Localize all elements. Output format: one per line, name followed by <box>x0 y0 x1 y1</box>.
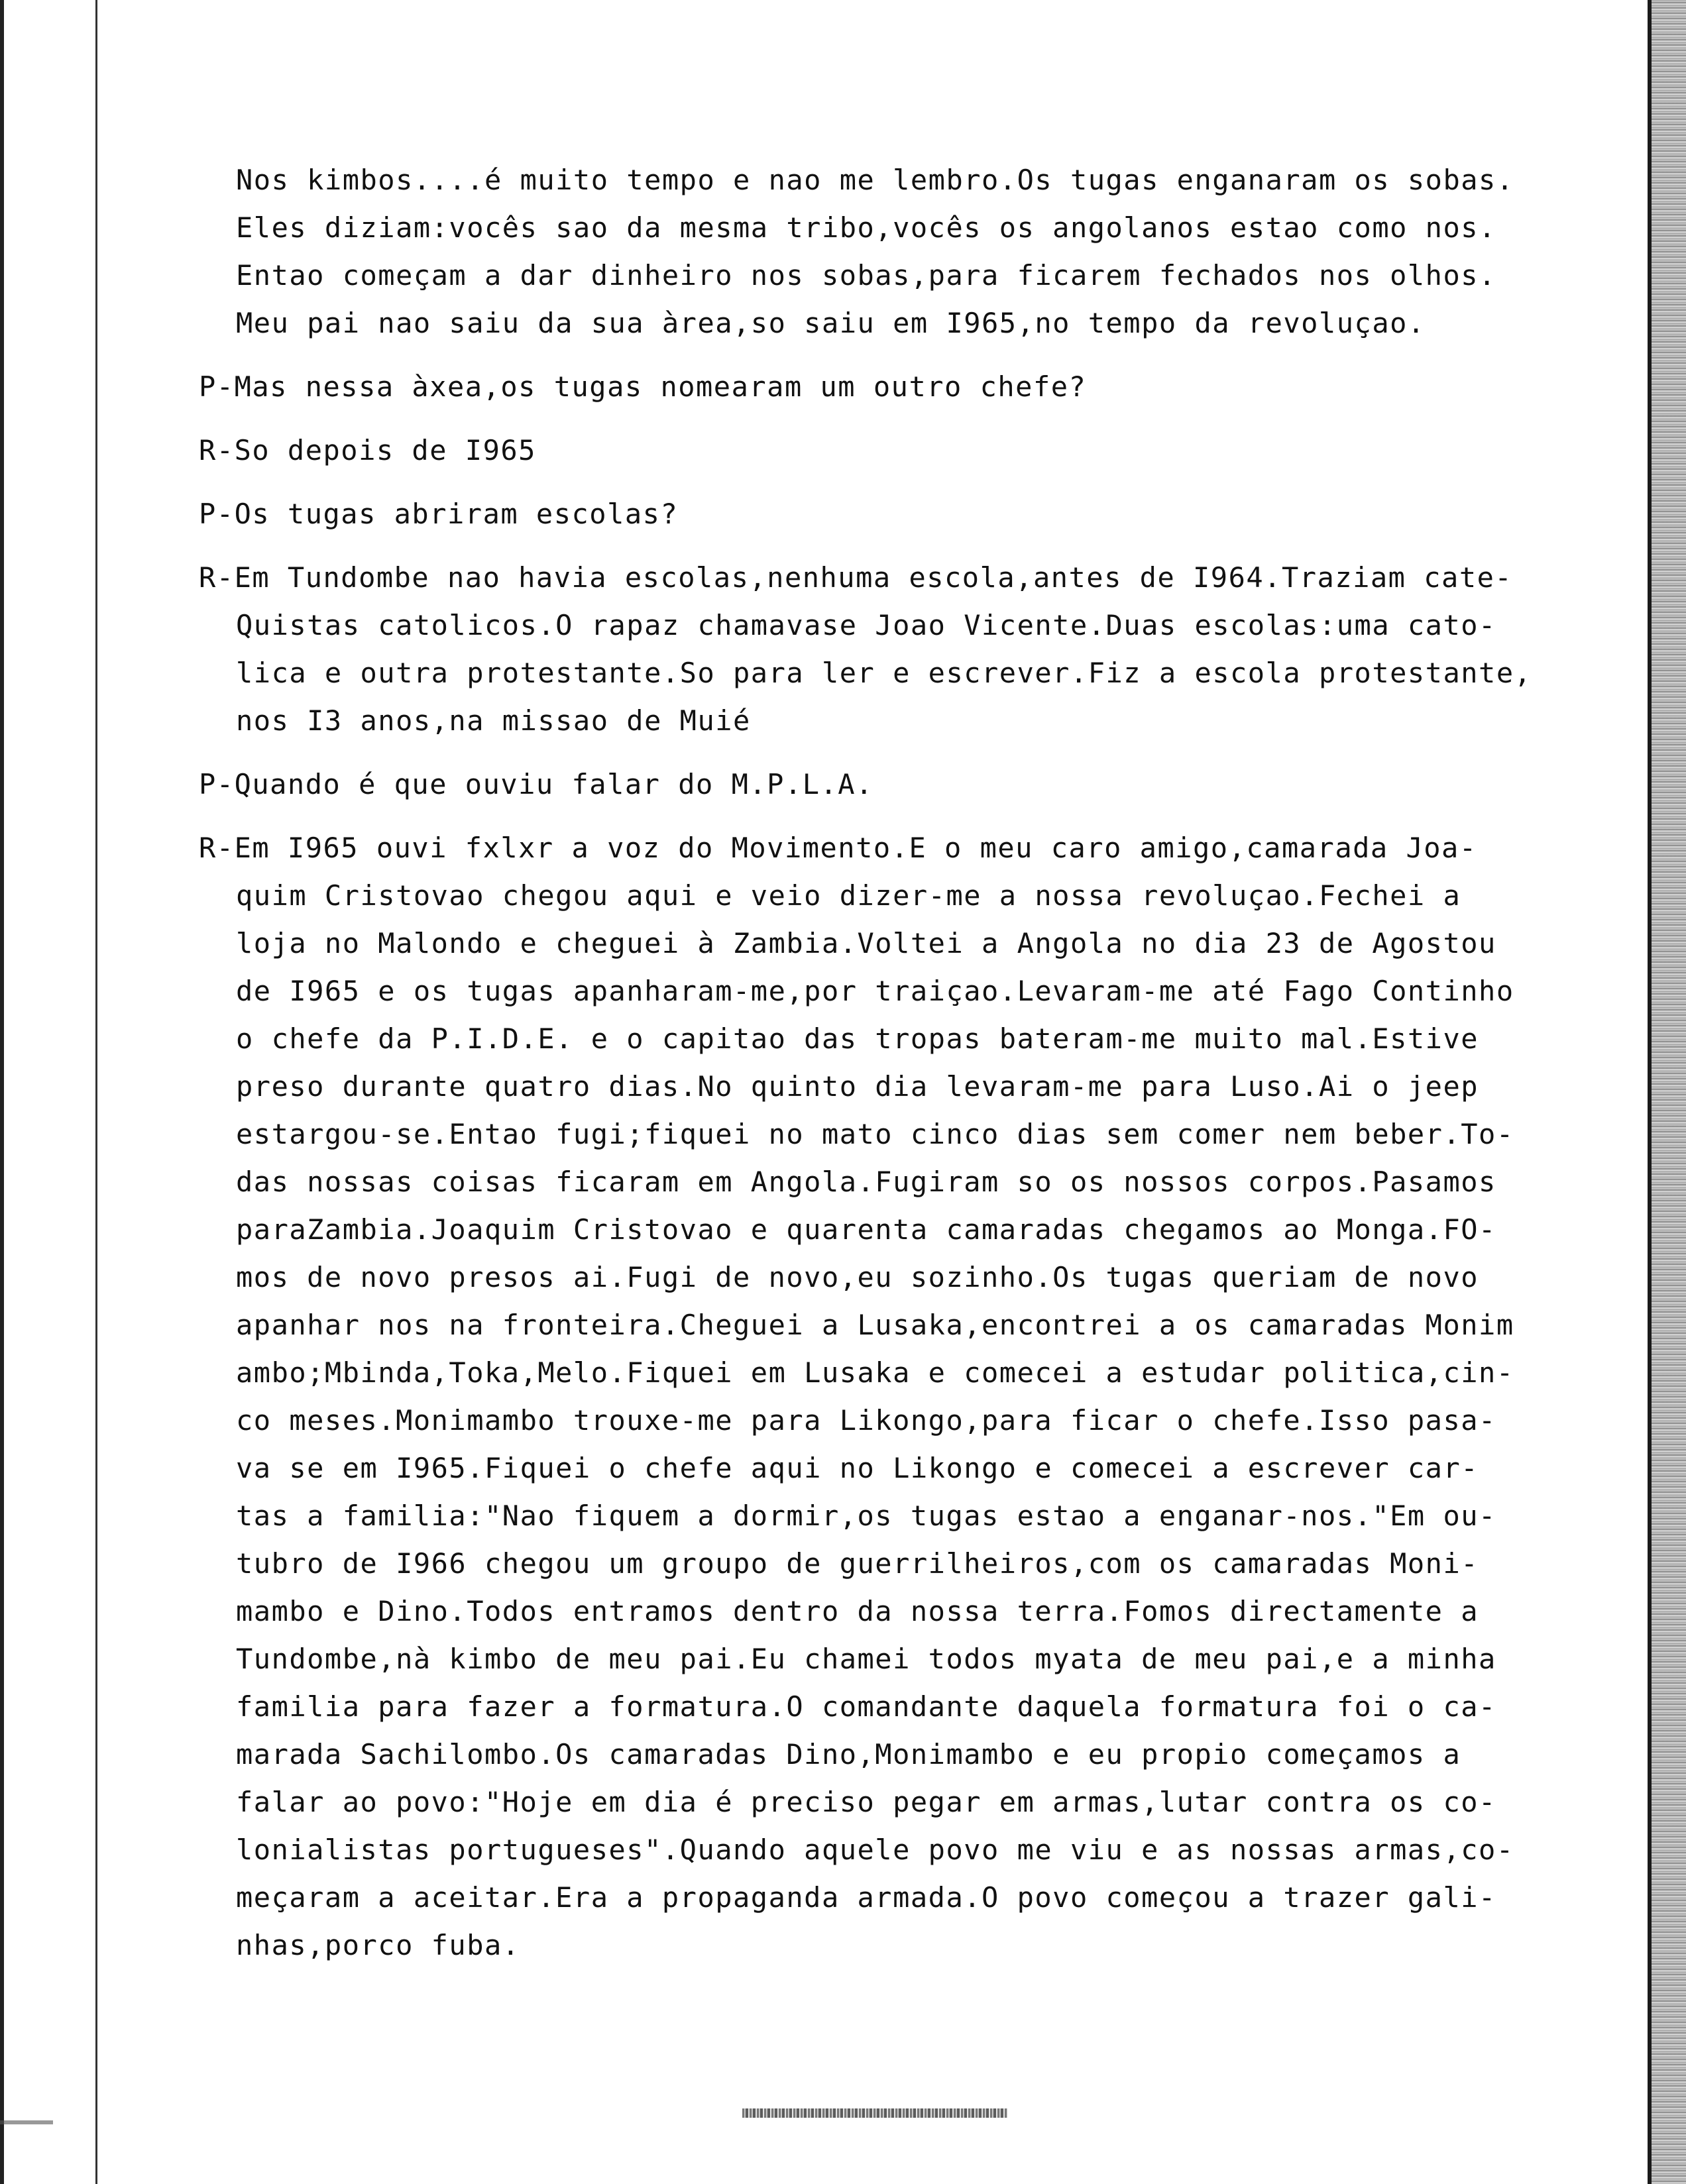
text-line: marada Sachilombo.Os camaradas Dino,Monimambo e eu propio começamos a <box>236 1738 1461 1771</box>
text-line: o chefe da P.I.D.E. e o capitao das tropas bateram-me muito mal.Estive <box>236 1022 1479 1055</box>
text-line: R-So depois de I965 <box>199 434 536 466</box>
scan-left-rule <box>95 0 97 2184</box>
text-line: mambo e Dino.Todos entramos dentro da nossa terra.Fomos directamente a <box>236 1595 1479 1627</box>
question-paragraph <box>199 363 1650 411</box>
answer-paragraph <box>199 824 1650 1969</box>
text-line: R-Em Tundombe nao havia escolas,nenhuma escola,antes de I964.Traziam cate- <box>199 561 1513 594</box>
text-line: nos I3 anos,na missao de Muié <box>236 704 751 737</box>
typewritten-text <box>199 156 1650 1969</box>
answer-paragraph <box>199 156 1650 347</box>
scan-artifact-left-bottom <box>0 2120 53 2124</box>
question-paragraph <box>199 490 1650 538</box>
text-line: nhas,porco fuba. <box>236 1929 520 1961</box>
text-line: ambo;Mbinda,Toka,Melo.Fiquei em Lusaka e comecei a estudar politica,cin- <box>236 1356 1514 1389</box>
text-line: P-Quando é que ouviu falar do M.P.L.A. <box>199 768 873 800</box>
text-line: co meses.Monimambo trouxe-me para Likongo,para ficar o chefe.Isso pasa- <box>236 1404 1496 1437</box>
text-line: lonialistas portugueses".Quando aquele povo me viu e as nossas armas,co- <box>236 1833 1514 1866</box>
text-line: R-Em I965 ouvi fxlxr a voz do Movimento.E o meu caro amigo,camarada Joa- <box>199 832 1477 864</box>
text-line: va se em I965.Fiquei o chefe aqui no Likongo e comecei a escrever car- <box>236 1452 1479 1484</box>
text-line: P-Mas nessa àxea,os tugas nomearam um outro chefe? <box>199 370 1087 403</box>
text-line: lica e outra protestante.So para ler e escrever.Fiz a escola protestante, <box>236 657 1532 689</box>
text-line: meçaram a aceitar.Era a propaganda armada.O povo começou a trazer gali- <box>236 1881 1496 1914</box>
text-line: mos de novo presos ai.Fugi de novo,eu sozinho.Os tugas queriam de novo <box>236 1261 1479 1293</box>
answer-paragraph <box>199 554 1650 745</box>
text-line: tas a familia:"Nao fiquem a dormir,os tugas estao a enganar-nos."Em ou- <box>236 1500 1496 1532</box>
text-line: preso durante quatro dias.No quinto dia levaram-me para Luso.Ai o jeep <box>236 1070 1479 1103</box>
text-line: Eles diziam:vocês sao da mesma tribo,vocês os angolanos estao como nos. <box>236 211 1496 244</box>
answer-paragraph <box>199 427 1650 474</box>
text-line: Entao começam a dar dinheiro nos sobas,para ficarem fechados nos olhos. <box>236 259 1496 292</box>
text-line: Nos kimbos....é muito tempo e nao me lembro.Os tugas enganaram os sobas. <box>236 164 1514 196</box>
text-line: Meu pai nao saiu da sua àrea,so saiu em I965,no tempo da revoluçao. <box>236 307 1426 339</box>
text-line: Tundombe,nà kimbo de meu pai.Eu chamei todos myata de meu pai,e a minha <box>236 1643 1496 1675</box>
scan-artifact-bottom <box>742 2108 1007 2118</box>
scan-right-edge <box>1648 0 1686 2184</box>
text-line: estargou-se.Entao fugi;fiquei no mato cinco dias sem comer nem beber.To- <box>236 1118 1514 1150</box>
text-line: das nossas coisas ficaram em Angola.Fugiram so os nossos corpos.Pasamos <box>236 1166 1496 1198</box>
text-line: quim Cristovao chegou aqui e veio dizer-me a nossa revoluçao.Fechei a <box>236 879 1461 912</box>
text-line: falar ao povo:"Hoje em dia é preciso pegar em armas,lutar contra os co- <box>236 1786 1496 1818</box>
text-line: loja no Malondo e cheguei à Zambia.Voltei a Angola no dia 23 de Agostou <box>236 927 1496 959</box>
text-line: Quistas catolicos.O rapaz chamavase Joao Vicente.Duas escolas:uma cato- <box>236 609 1496 641</box>
text-line: apanhar nos na fronteira.Cheguei a Lusaka,encontrei a os camaradas Monim <box>236 1309 1514 1341</box>
text-line: familia para fazer a formatura.O comandante daquela formatura foi o ca- <box>236 1690 1496 1723</box>
text-line: paraZambia.Joaquim Cristovao e quarenta camaradas chegamos ao Monga.FO- <box>236 1213 1496 1246</box>
scan-left-edge <box>0 0 4 2184</box>
question-paragraph <box>199 761 1650 808</box>
text-line: P-Os tugas abriram escolas? <box>199 498 679 530</box>
text-line: tubro de I966 chegou um groupo de guerrilheiros,com os camaradas Moni- <box>236 1547 1479 1580</box>
text-line: de I965 e os tugas apanharam-me,por traiçao.Levaram-me até Fago Continho <box>236 975 1514 1007</box>
